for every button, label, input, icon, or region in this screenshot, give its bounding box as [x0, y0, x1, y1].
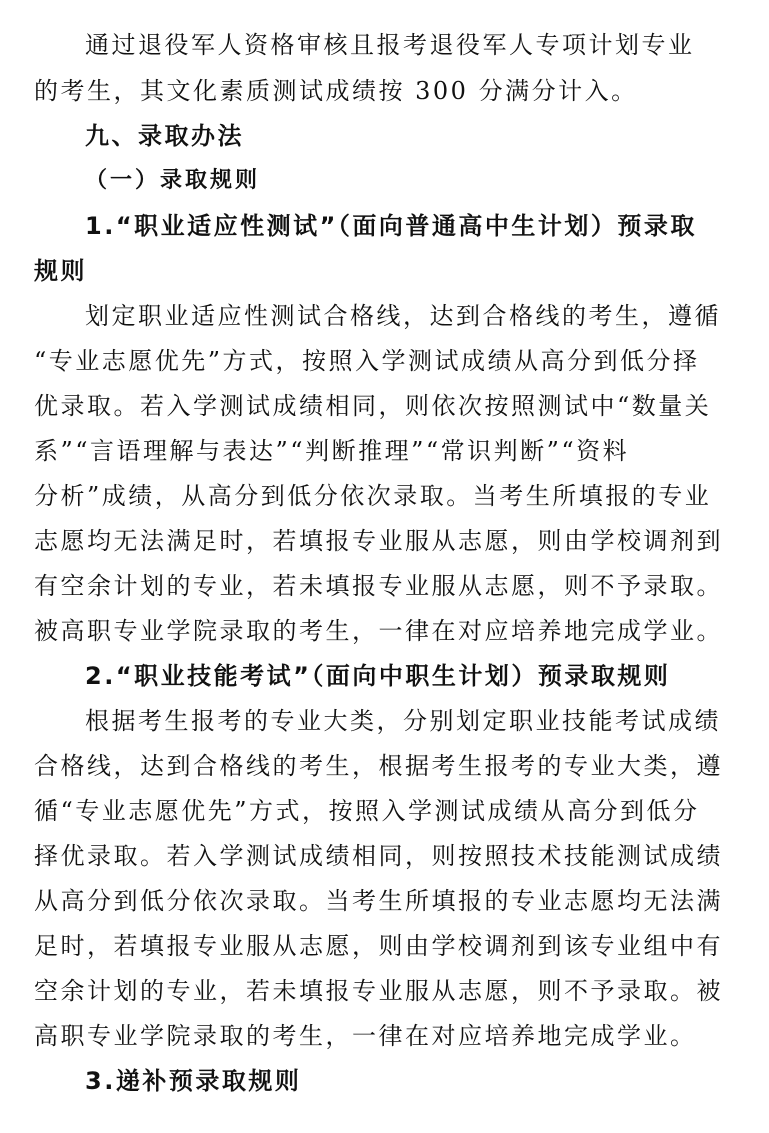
rule1-para-line: 有空余计划的专业，若未填报专业服从志愿，则不予录取。 — [34, 572, 723, 600]
rule2-para-line: 循“专业志愿优先”方式，按照入学测试成绩从高分到低分 — [34, 797, 700, 825]
rule1-heading-line-1: 1.“职业适应性测试”（面向普通高中生计划）预录取 — [85, 212, 697, 240]
rule2-para-line: 合格线，达到合格线的考生，根据考生报考的专业大类，遵 — [34, 752, 723, 780]
rule2-para-line: 空余计划的专业，若未填报专业服从志愿，则不予录取。被 — [34, 977, 723, 1005]
rule2-para-line: 根据考生报考的专业大类，分别划定职业技能考试成绩 — [85, 707, 721, 735]
rule1-para-line: 被高职专业学院录取的考生，一律在对应培养地完成学业。 — [34, 617, 723, 645]
rule1-para-line: 优录取。若入学测试成绩相同，则依次按照测试中“数量关 — [34, 392, 712, 420]
rule1-para-line: 分析”成绩，从高分到低分依次录取。当考生所填报的专业 — [34, 482, 712, 510]
intro-line-2: 的考生，其文化素质测试成绩按 300 分满分计入。 — [34, 77, 638, 105]
rule1-para-line: 系”“言语理解与表达”“判断推理”“常识判断”“资料 — [34, 437, 630, 465]
subsection-heading: （一）录取规则 — [85, 168, 261, 193]
rule2-heading: 2.“职业技能考试”（面向中职生计划）预录取规则 — [85, 662, 671, 690]
rule2-para-line: 从高分到低分依次录取。当考生所填报的专业志愿均无法满 — [34, 887, 723, 915]
rule1-heading-line-2: 规则 — [34, 257, 87, 285]
section-heading: 九、录取办法 — [85, 122, 244, 150]
rule2-para-line: 高职专业学院录取的考生，一律在对应培养地完成学业。 — [34, 1022, 697, 1050]
rule3-heading: 3.递补预录取规则 — [85, 1067, 302, 1095]
rule1-para-line: 志愿均无法满足时，若填报专业服从志愿，则由学校调剂到 — [34, 527, 723, 555]
rule1-para-line: “专业志愿优先”方式，按照入学测试成绩从高分到低分择 — [34, 347, 700, 375]
intro-line-1: 通过退役军人资格审核且报考退役军人专项计划专业 — [85, 31, 695, 59]
rule2-para-line: 择优录取。若入学测试成绩相同，则按照技术技能测试成绩 — [34, 842, 723, 870]
rule1-para-line: 划定职业适应性测试合格线，达到合格线的考生，遵循 — [85, 302, 721, 330]
rule2-para-line: 足时，若填报专业服从志愿，则由学校调剂到该专业组中有 — [34, 932, 723, 960]
